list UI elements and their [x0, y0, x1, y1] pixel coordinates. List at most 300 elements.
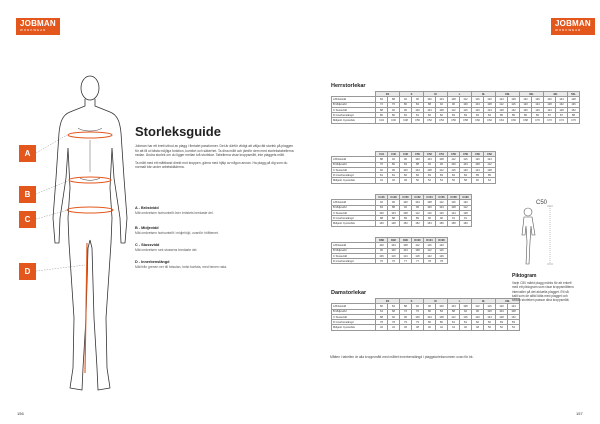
header-cell: L — [448, 92, 472, 97]
header-cell: C154 — [424, 195, 436, 200]
header-cell: D104 — [424, 238, 436, 243]
table-cell: 88 — [376, 157, 388, 162]
header-cell: S — [400, 92, 424, 97]
table-cell: 104 — [400, 248, 412, 253]
header-cell: M — [424, 92, 448, 97]
table-cell: 108 — [424, 200, 436, 205]
header-cell: C50 — [412, 152, 424, 157]
table-cell: 108 — [400, 210, 412, 215]
table-cell: 132 — [556, 102, 568, 107]
table-cell: 88 — [376, 216, 388, 221]
table-cell: 120 — [460, 200, 472, 205]
herr-table-2 — [331, 151, 496, 184]
table-cell: 89 — [400, 216, 412, 221]
table-cell: 92 — [424, 162, 436, 167]
table-cell: 81 — [460, 320, 472, 325]
table-cell: 80 — [400, 102, 412, 107]
table-cell: 84 — [472, 113, 484, 118]
dam-table — [331, 298, 520, 331]
table-cell: 88 — [448, 309, 460, 314]
table-cell: 116 — [436, 248, 448, 253]
herr-table-1 — [331, 91, 580, 124]
table-cell: 81 — [412, 113, 424, 118]
herr-table-3 — [331, 194, 472, 227]
table-cell: 84 — [448, 173, 460, 178]
table-cell: 116 — [508, 102, 520, 107]
table-cell: C52 — [424, 118, 436, 123]
table-cell: 146 — [376, 221, 388, 226]
table-cell: 44 — [448, 325, 460, 330]
header-cell: XS — [376, 299, 400, 304]
table-cell: 108 — [436, 314, 448, 319]
table-cell: 112 — [460, 97, 472, 102]
intro-paragraph-1: Jobman har ett brett utbud av plagg i flertalet passformer. Det är därför viktigt att välja rätt storlek på plaggen för att få ut bästa möjliga funktion, komfort och säkerhet. Ta dina mått och jämför dem med storlekstabellerna nedan. Ändra storlek om du ligger mellan två storlekar. Tabellerna visar kroppsmått, inte plaggets mått. — [135, 144, 294, 158]
table-cell: 120 — [472, 107, 484, 112]
table-row — [332, 178, 496, 183]
row-label: C Stussvidd — [332, 107, 376, 112]
table-cell: 92 — [376, 167, 388, 172]
table-cell: 92 — [388, 314, 400, 319]
table-cell: 112 — [460, 205, 472, 210]
table-cell: 92 — [460, 309, 472, 314]
table-cell: 112 — [496, 102, 508, 107]
table-cell: 81 — [448, 320, 460, 325]
header-cell: C54 — [436, 152, 448, 157]
header-cell: C62 — [484, 152, 496, 157]
table-cell: 96 — [472, 309, 484, 314]
table-cell: 152 — [412, 221, 424, 226]
footnote: Måtten i tabellen är alla kroppsmått med måttet innerbenslängd i plaggstorleksnumren ovan för bk. — [330, 355, 474, 359]
row-label: D Innerbenslängd — [332, 173, 376, 178]
table-cell: 104 — [412, 200, 424, 205]
table-cell: 80 — [376, 113, 388, 118]
table-cell: C50 — [412, 118, 424, 123]
table-cell: 124 — [496, 97, 508, 102]
table-cell: C60 — [472, 118, 484, 123]
table-cell: C68 — [520, 118, 532, 123]
table-cell: 52 — [496, 325, 508, 330]
row-label: Midjestl. byxstorlek — [332, 325, 376, 330]
table-cell: C54 — [436, 118, 448, 123]
table-cell: 96 — [412, 205, 424, 210]
table-cell: 120 — [436, 243, 448, 248]
table-cell: 46 — [460, 325, 472, 330]
dam-title: Damstorlekar — [331, 290, 367, 296]
table-cell: 85 — [484, 173, 496, 178]
marker-c: C — [19, 211, 36, 228]
pictogram-figure-icon — [510, 200, 570, 270]
table-cell: 116 — [472, 97, 484, 102]
table-cell: 104 — [412, 167, 424, 172]
measure-title: D - Innerbenslängd — [135, 260, 170, 264]
table-cell: 124 — [484, 157, 496, 162]
row-label: Midjestl. byxstorlek — [332, 118, 376, 123]
measure-text: Mät från grenen ner till fotsulan, helst barfota, med benen raka. — [135, 264, 227, 269]
table-cell: 112 — [448, 107, 460, 112]
header-cell: 3XL — [520, 92, 544, 97]
table-cell: 116 — [484, 304, 496, 309]
table-cell: 116 — [448, 200, 460, 205]
table-cell: C62 — [484, 118, 496, 123]
header-cell: C60 — [472, 152, 484, 157]
table-cell: 82 — [472, 320, 484, 325]
header-cell: C46 — [388, 152, 400, 157]
table-cell: 42 — [436, 325, 448, 330]
table-cell: 81 — [376, 173, 388, 178]
pictogram-label: C50 — [536, 200, 548, 206]
table-cell: 160 — [460, 221, 472, 226]
table-cell: 60 — [472, 178, 484, 183]
measure-title: C - Stussvidd — [135, 243, 160, 247]
table-cell: 56 — [448, 178, 460, 183]
header-cell: D92 — [388, 238, 400, 243]
logo-sub: WORKWEAR — [20, 28, 47, 32]
table-cell: 118 — [412, 253, 424, 258]
header-cell: XXL — [496, 92, 520, 97]
table-cell: 78 — [436, 259, 448, 264]
row-label: A Bröstvidd — [332, 97, 376, 102]
table-cell: 92 — [400, 97, 412, 102]
row-label: A Bröstvidd — [332, 200, 376, 205]
table-cell: 104 — [460, 162, 472, 167]
table-cell: 96 — [400, 314, 412, 319]
table-cell: 86 — [532, 113, 544, 118]
table-cell: 84 — [460, 173, 472, 178]
table-cell: 132 — [520, 97, 532, 102]
table-row — [332, 325, 520, 330]
table-cell: 89 — [412, 216, 424, 221]
row-label: D Innerbenslängd — [332, 216, 376, 221]
table-cell: 80 — [388, 113, 400, 118]
table-cell: 83 — [496, 320, 508, 325]
table-cell: 88 — [376, 314, 388, 319]
table-cell: 54 — [436, 178, 448, 183]
table-cell: 144 — [544, 107, 556, 112]
table-cell: 112 — [436, 200, 448, 205]
table-cell: 116 — [460, 107, 472, 112]
table-cell: 148 — [568, 97, 580, 102]
table-cell: 108 — [400, 243, 412, 248]
table-cell: 120 — [520, 102, 532, 107]
table-cell: 136 — [568, 102, 580, 107]
table-cell: 88 — [424, 102, 436, 107]
header-cell: C160 — [460, 195, 472, 200]
table-cell: 80 — [424, 309, 436, 314]
header-cell: C156 — [436, 195, 448, 200]
measure-b — [135, 226, 295, 235]
table-cell: 58 — [460, 178, 472, 183]
table-cell: 78 — [388, 320, 400, 325]
table-cell: 112 — [448, 157, 460, 162]
table-cell: 132 — [508, 107, 520, 112]
intro-paragraph-2: Ta mått med ett måttband direkt mot kroppen, gärna med hjälp av någon annan. Ha plagg på dig som du normalt bär under arbetskläderna. — [135, 160, 288, 170]
table-cell: 104 — [496, 309, 508, 314]
row-label: B Midjevidd — [332, 205, 376, 210]
table-cell: 92 — [388, 107, 400, 112]
table-cell: 90 — [424, 216, 436, 221]
table-cell: 40 — [424, 325, 436, 330]
table-cell: 120 — [436, 210, 448, 215]
table-cell: 79 — [400, 320, 412, 325]
table-cell: 110 — [388, 253, 400, 258]
table-cell: 44 — [376, 178, 388, 183]
table-cell: 100 — [400, 200, 412, 205]
header-cell: XXL — [496, 299, 520, 304]
table-cell: 100 — [412, 107, 424, 112]
header-cell: XL — [472, 299, 496, 304]
table-cell: 104 — [448, 304, 460, 309]
table-cell: 76 — [388, 102, 400, 107]
table-cell: 96 — [424, 304, 436, 309]
table-cell: 76 — [388, 259, 400, 264]
table-cell: 108 — [412, 248, 424, 253]
table-cell: 112 — [472, 304, 484, 309]
row-label: B Midjevidd — [332, 162, 376, 167]
table-cell: 92 — [436, 102, 448, 107]
page-title: Storleksguide — [135, 124, 221, 139]
table-cell: 100 — [400, 167, 412, 172]
table-cell: 100 — [424, 205, 436, 210]
table-cell: C48 — [400, 118, 412, 123]
table-cell: 88 — [376, 107, 388, 112]
table-cell: 154 — [424, 221, 436, 226]
table-cell: 104 — [388, 210, 400, 215]
table-cell: 82 — [436, 113, 448, 118]
table-cell: 81 — [400, 113, 412, 118]
header-cell: D96 — [400, 238, 412, 243]
measure-c — [135, 243, 295, 252]
header-cell: C58 — [460, 152, 472, 157]
header-cell: C52 — [424, 152, 436, 157]
table-cell: 112 — [412, 243, 424, 248]
measure-text: Mät omkretsen horisontellt i midjehöjd, ovanför höftbenet. — [135, 230, 219, 235]
table-cell: 112 — [484, 162, 496, 167]
table-cell: 79 — [412, 320, 424, 325]
table-cell: 124 — [508, 304, 520, 309]
table-cell: 124 — [472, 167, 484, 172]
table-cell: 91 — [460, 216, 472, 221]
table-cell: C64 — [496, 118, 508, 123]
table-row — [332, 118, 580, 123]
header-cell: C146 — [376, 195, 388, 200]
table-cell: 120 — [484, 97, 496, 102]
table-cell: 80 — [424, 320, 436, 325]
header-cell: XL — [472, 92, 496, 97]
table-cell: 140 — [532, 107, 544, 112]
table-cell: 100 — [412, 157, 424, 162]
table-cell: 152 — [568, 107, 580, 112]
table-cell: 80 — [436, 320, 448, 325]
table-cell: 120 — [472, 314, 484, 319]
table-cell: 64 — [376, 309, 388, 314]
table-row — [332, 221, 472, 226]
header-cell: D88 — [376, 238, 388, 243]
marker-d: D — [19, 263, 36, 280]
table-cell: 85 — [472, 173, 484, 178]
table-cell: 104 — [436, 97, 448, 102]
table-cell: 108 — [508, 309, 520, 314]
table-cell: 38 — [412, 325, 424, 330]
table-cell: 104 — [388, 243, 400, 248]
pictogram — [510, 200, 570, 275]
table-cell: 85 — [508, 113, 520, 118]
table-cell: 50 — [412, 178, 424, 183]
table-cell: 114 — [400, 253, 412, 258]
header-cell: M — [424, 299, 448, 304]
table-cell: 32 — [376, 325, 388, 330]
table-cell: 62 — [484, 178, 496, 183]
table-cell: 88 — [388, 205, 400, 210]
table-cell: 84 — [412, 102, 424, 107]
table-cell: 100 — [424, 97, 436, 102]
table-cell: C74 — [556, 118, 568, 123]
table-cell: 78 — [376, 320, 388, 325]
table-row — [332, 259, 448, 264]
table-cell: 156 — [436, 221, 448, 226]
table-cell: 48 — [472, 325, 484, 330]
table-cell: 96 — [436, 162, 448, 167]
table-cell: 108 — [436, 157, 448, 162]
table-cell: 76 — [376, 259, 388, 264]
header-cell: S — [400, 299, 424, 304]
table-cell: 126 — [436, 253, 448, 258]
table-cell: C58 — [460, 118, 472, 123]
table-cell: C66 — [508, 118, 520, 123]
table-cell: 83 — [448, 113, 460, 118]
table-cell: 136 — [532, 97, 544, 102]
table-cell: C56 — [448, 118, 460, 123]
measure-text: Mät omkretsen horisontellt över bröstets bredaste del. — [135, 210, 214, 215]
table-cell: 158 — [448, 221, 460, 226]
table-cell: 128 — [544, 102, 556, 107]
row-label: A Bröstvidd — [332, 243, 376, 248]
table-cell: 116 — [460, 157, 472, 162]
table-cell: 116 — [448, 167, 460, 172]
table-cell: 106 — [376, 253, 388, 258]
table-cell: 96 — [400, 157, 412, 162]
logo-sub: WORKWEAR — [555, 28, 582, 32]
table-cell: 128 — [484, 167, 496, 172]
table-cell: 92 — [400, 205, 412, 210]
table-cell: 108 — [448, 97, 460, 102]
table-cell: 87 — [556, 113, 568, 118]
table-cell: 83 — [460, 113, 472, 118]
table-cell: 78 — [424, 259, 436, 264]
table-cell: 108 — [484, 102, 496, 107]
table-cell: 83 — [508, 320, 520, 325]
table-cell: 88 — [400, 304, 412, 309]
table-cell: 96 — [400, 107, 412, 112]
table-cell: 122 — [424, 253, 436, 258]
table-cell: 112 — [424, 248, 436, 253]
page-number-left: 156 — [17, 411, 24, 416]
measure-text: Mät omkretsen runt stussens bredaste del. — [135, 247, 198, 252]
table-cell: 96 — [412, 97, 424, 102]
table-cell: 124 — [532, 102, 544, 107]
measure-title: B - Midjevidd — [135, 226, 159, 230]
row-label: B Midjevidd — [332, 102, 376, 107]
table-cell: 36 — [400, 325, 412, 330]
table-cell: 128 — [508, 97, 520, 102]
table-cell: 48 — [400, 178, 412, 183]
header-cell: 5XL — [568, 92, 580, 97]
table-cell: 108 — [424, 167, 436, 172]
table-cell: 90 — [436, 216, 448, 221]
table-cell: 104 — [472, 102, 484, 107]
table-cell: 96 — [388, 167, 400, 172]
table-cell: 136 — [520, 107, 532, 112]
table-cell: 86 — [520, 113, 532, 118]
table-cell: 68 — [388, 309, 400, 314]
row-label: B Midjevidd — [332, 309, 376, 314]
row-label: A Bröstvidd — [332, 157, 376, 162]
header-cell: C150 — [400, 195, 412, 200]
table-cell: 140 — [544, 97, 556, 102]
marker-a: A — [19, 145, 36, 162]
table-cell: 104 — [436, 205, 448, 210]
page-number-right: 157 — [576, 411, 583, 416]
table-cell: 124 — [484, 107, 496, 112]
measure-d — [135, 260, 295, 269]
table-cell: 87 — [544, 113, 556, 118]
intro-text — [135, 144, 295, 170]
table-cell: 84 — [484, 113, 496, 118]
table-cell: 108 — [472, 162, 484, 167]
table-cell: 50 — [484, 325, 496, 330]
table-cell: 96 — [388, 200, 400, 205]
table-cell: 88 — [388, 216, 400, 221]
table-cell: 112 — [412, 210, 424, 215]
table-cell: 100 — [376, 243, 388, 248]
table-cell: 80 — [388, 162, 400, 167]
table-cell: 100 — [460, 102, 472, 107]
pictogram-title: Piktogram — [512, 273, 537, 279]
row-label: C Stussvidd — [332, 167, 376, 172]
row-label: Midjestl. byxstorlek — [332, 221, 376, 226]
table-cell: 112 — [448, 314, 460, 319]
pictogram-text: Varje C50 märkt plagg märks för att enkelt med ett piktogram som visar kroppsmåttens intervaller på det aktuella plagget. Ett så kallt som de alltid lätta med plagget och sedan storleken passar dina kroppsmått. — [512, 281, 574, 303]
table-cell: 85 — [496, 113, 508, 118]
table-cell: 46 — [388, 178, 400, 183]
header-cell: C56 — [448, 152, 460, 157]
table-cell: 108 — [436, 107, 448, 112]
header-cell: D108 — [436, 238, 448, 243]
table-cell: 120 — [460, 167, 472, 172]
table-cell: 76 — [412, 309, 424, 314]
table-cell: 84 — [376, 97, 388, 102]
table-cell: 77 — [412, 259, 424, 264]
table-cell: 77 — [400, 259, 412, 264]
table-cell: 34 — [388, 325, 400, 330]
table-cell: 100 — [376, 210, 388, 215]
table-cell: 52 — [424, 178, 436, 183]
table-cell: 88 — [412, 162, 424, 167]
herr-title: Herrstorlekar — [331, 83, 366, 89]
table-cell: 100 — [412, 314, 424, 319]
table-cell: 82 — [400, 173, 412, 178]
table-cell: 54 — [508, 325, 520, 330]
row-label: C Stussvidd — [332, 253, 376, 258]
table-cell: C70 — [532, 118, 544, 123]
table-cell: 128 — [496, 107, 508, 112]
header-cell: XS — [376, 92, 400, 97]
table-cell: C72 — [544, 118, 556, 123]
table-cell: 116 — [460, 314, 472, 319]
table-cell: 84 — [400, 162, 412, 167]
header-cell: 4XL — [544, 92, 568, 97]
table-cell: 91 — [448, 216, 460, 221]
table-cell: 81 — [388, 173, 400, 178]
